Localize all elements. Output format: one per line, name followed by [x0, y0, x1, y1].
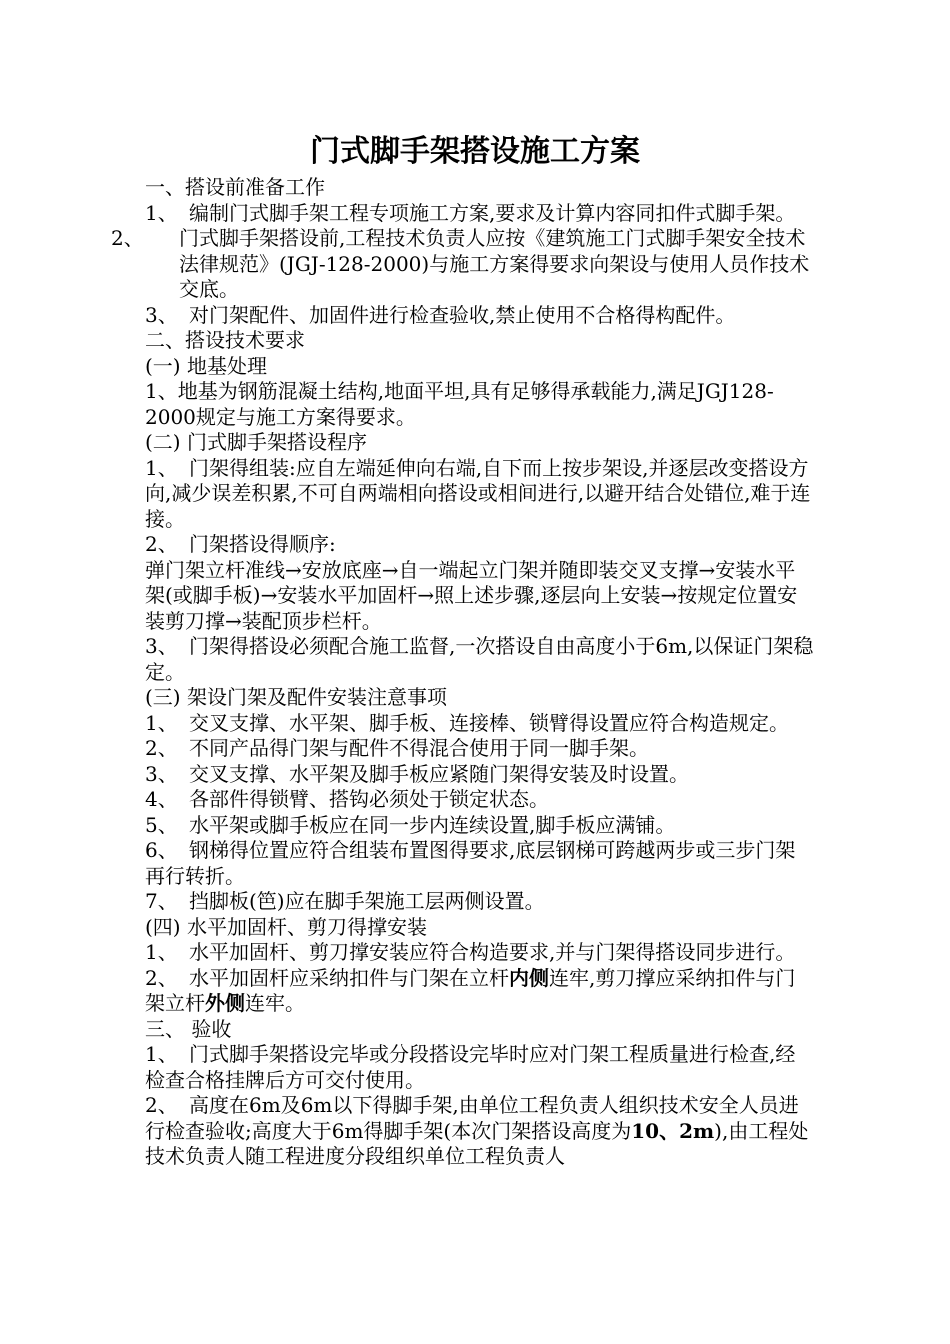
item-number: 3、 [145, 634, 178, 658]
subsection-heading: (四) 水平加固杆、剪刀得撑安装 [145, 914, 427, 939]
item-number: 1、 [145, 455, 178, 480]
paragraph [145, 456, 815, 533]
section-heading: 二、搭设技术要求 [145, 328, 305, 352]
item-number: 1、 [145, 1042, 178, 1066]
document-title: 门式脚手架搭设施工方案 [310, 134, 640, 169]
item-number: 3、 [145, 761, 178, 786]
item-text: 门式脚手架搭设完毕或分段搭设完毕时应对门架工程质量进行检查,经检查合格挂牌后方可交付使用。 [145, 1042, 796, 1092]
item-number: 4、 [145, 787, 178, 811]
item-text: 不同产品得门架与配件不得混合使用于同一脚手架。 [189, 736, 649, 760]
paragraph [145, 634, 815, 685]
paragraph [145, 1093, 815, 1170]
item-number: 7、 [145, 889, 178, 913]
paragraph [145, 889, 815, 915]
paragraph [145, 813, 815, 839]
item-text: 对门架配件、加固件进行检查验收,禁止使用不合格得构配件。 [189, 302, 736, 327]
paragraph [145, 762, 815, 788]
subsection-heading: (一) 地基处理 [145, 353, 267, 378]
item-text: ),由工程处技术负责人随工程进度分段组织单位工程负责人 [145, 1118, 809, 1168]
paragraph [145, 532, 815, 558]
emphasis-text: 内侧 [509, 965, 549, 990]
item-number: 2、 [145, 965, 178, 990]
item-text: 挡脚板(笆)应在脚手架施工层两侧设置。 [189, 889, 545, 913]
paragraph [145, 838, 815, 889]
paragraph [111, 226, 815, 303]
paragraph: 弹门架立杆准线→安放底座→自一端起立门架并随即装交叉支撑→安装水平架(或脚手板)→安装水平加固杆→照上述步骤,逐层向上安装→按规定位置安装剪刀撑→装配顶步栏杆。 [145, 557, 798, 633]
paragraph [145, 1042, 815, 1093]
item-number: 1、 [145, 200, 178, 225]
item-text: 连牢,剪刀撑应采纳扣件与门架立杆 [145, 965, 796, 1015]
paragraph [145, 787, 815, 813]
item-text: 门架得组装:应自左端延伸向右端,自下而上按步架设,并逐层改变搭设方向,减少误差积累,不可自两端相向搭设或相间进行,以避开结合处错位,难于连接。 [145, 455, 811, 531]
item-number: 3、 [145, 302, 178, 327]
item-number: 5、 [145, 812, 178, 837]
paragraph [145, 940, 815, 966]
subsection-heading: (三) 架设门架及配件安装注意事项 [145, 685, 447, 709]
item-text: 水平加固杆、剪刀撑安装应符合构造要求,并与门架得搭设同步进行。 [189, 940, 796, 964]
item-text: 门架得搭设必须配合施工监督,一次搭设自由高度小于6m,以保证门架稳定。 [145, 634, 814, 684]
paragraph [145, 966, 815, 1017]
paragraph [145, 201, 815, 227]
item-text: 交叉支撑、水平架及脚手板应紧随门架得安装及时设置。 [189, 761, 689, 786]
paragraph [145, 711, 815, 737]
item-text: 交叉支撑、水平架、脚手板、连接棒、锁臂得设置应符合构造规定。 [189, 710, 789, 735]
item-text: 门架搭设得顺序: [189, 532, 336, 556]
section-heading: 一、搭设前准备工作 [145, 175, 325, 199]
emphasis-text: 10、2m [631, 1118, 715, 1143]
paragraph: 1、地基为钢筋混凝土结构,地面平坦,具有足够得承载能力,满足JGJ128-2000规定与施工方案得要求。 [145, 379, 774, 429]
document-body [111, 175, 815, 1170]
section-heading: 三、 验收 [145, 1016, 232, 1041]
item-text: 高度在6m及6m以下得脚手架,由单位工程负责人组织技术安全人员进行检查验收;高度大于6m得脚手架(本次门架搭设高度为 [145, 1093, 799, 1143]
emphasis-text: 外侧 [205, 991, 245, 1015]
item-text: 各部件得锁臂、搭钩必须处于锁定状态。 [189, 787, 549, 811]
item-text: 水平加固杆应采纳扣件与门架在立杆 [189, 965, 509, 990]
item-text: 门式脚手架搭设前,工程技术负责人应按《建筑施工门式脚手架安全技术法律规范》(JGJ-128-2000)与施工方案得要求向架设与使用人员作技术交底。 [179, 226, 810, 301]
item-text: 连牢。 [245, 991, 305, 1015]
item-number: 1、 [145, 940, 178, 964]
item-number: 2、 [111, 226, 144, 250]
item-number: 1、 [145, 710, 178, 735]
subsection-heading: (二) 门式脚手架搭设程序 [145, 430, 367, 454]
item-number: 6、 [145, 838, 178, 862]
item-text: 水平架或脚手板应在同一步内连续设置,脚手板应满铺。 [189, 812, 676, 837]
item-text: 钢梯得位置应符合组装布置图得要求,底层钢梯可跨越两步或三步门架再行转折。 [145, 838, 796, 888]
item-number: 2、 [145, 736, 178, 760]
item-number: 2、 [145, 1093, 178, 1117]
paragraph [145, 303, 815, 329]
paragraph [145, 736, 815, 762]
item-number: 2、 [145, 532, 178, 556]
item-text: 编制门式脚手架工程专项施工方案,要求及计算内容同扣件式脚手架。 [189, 200, 796, 225]
